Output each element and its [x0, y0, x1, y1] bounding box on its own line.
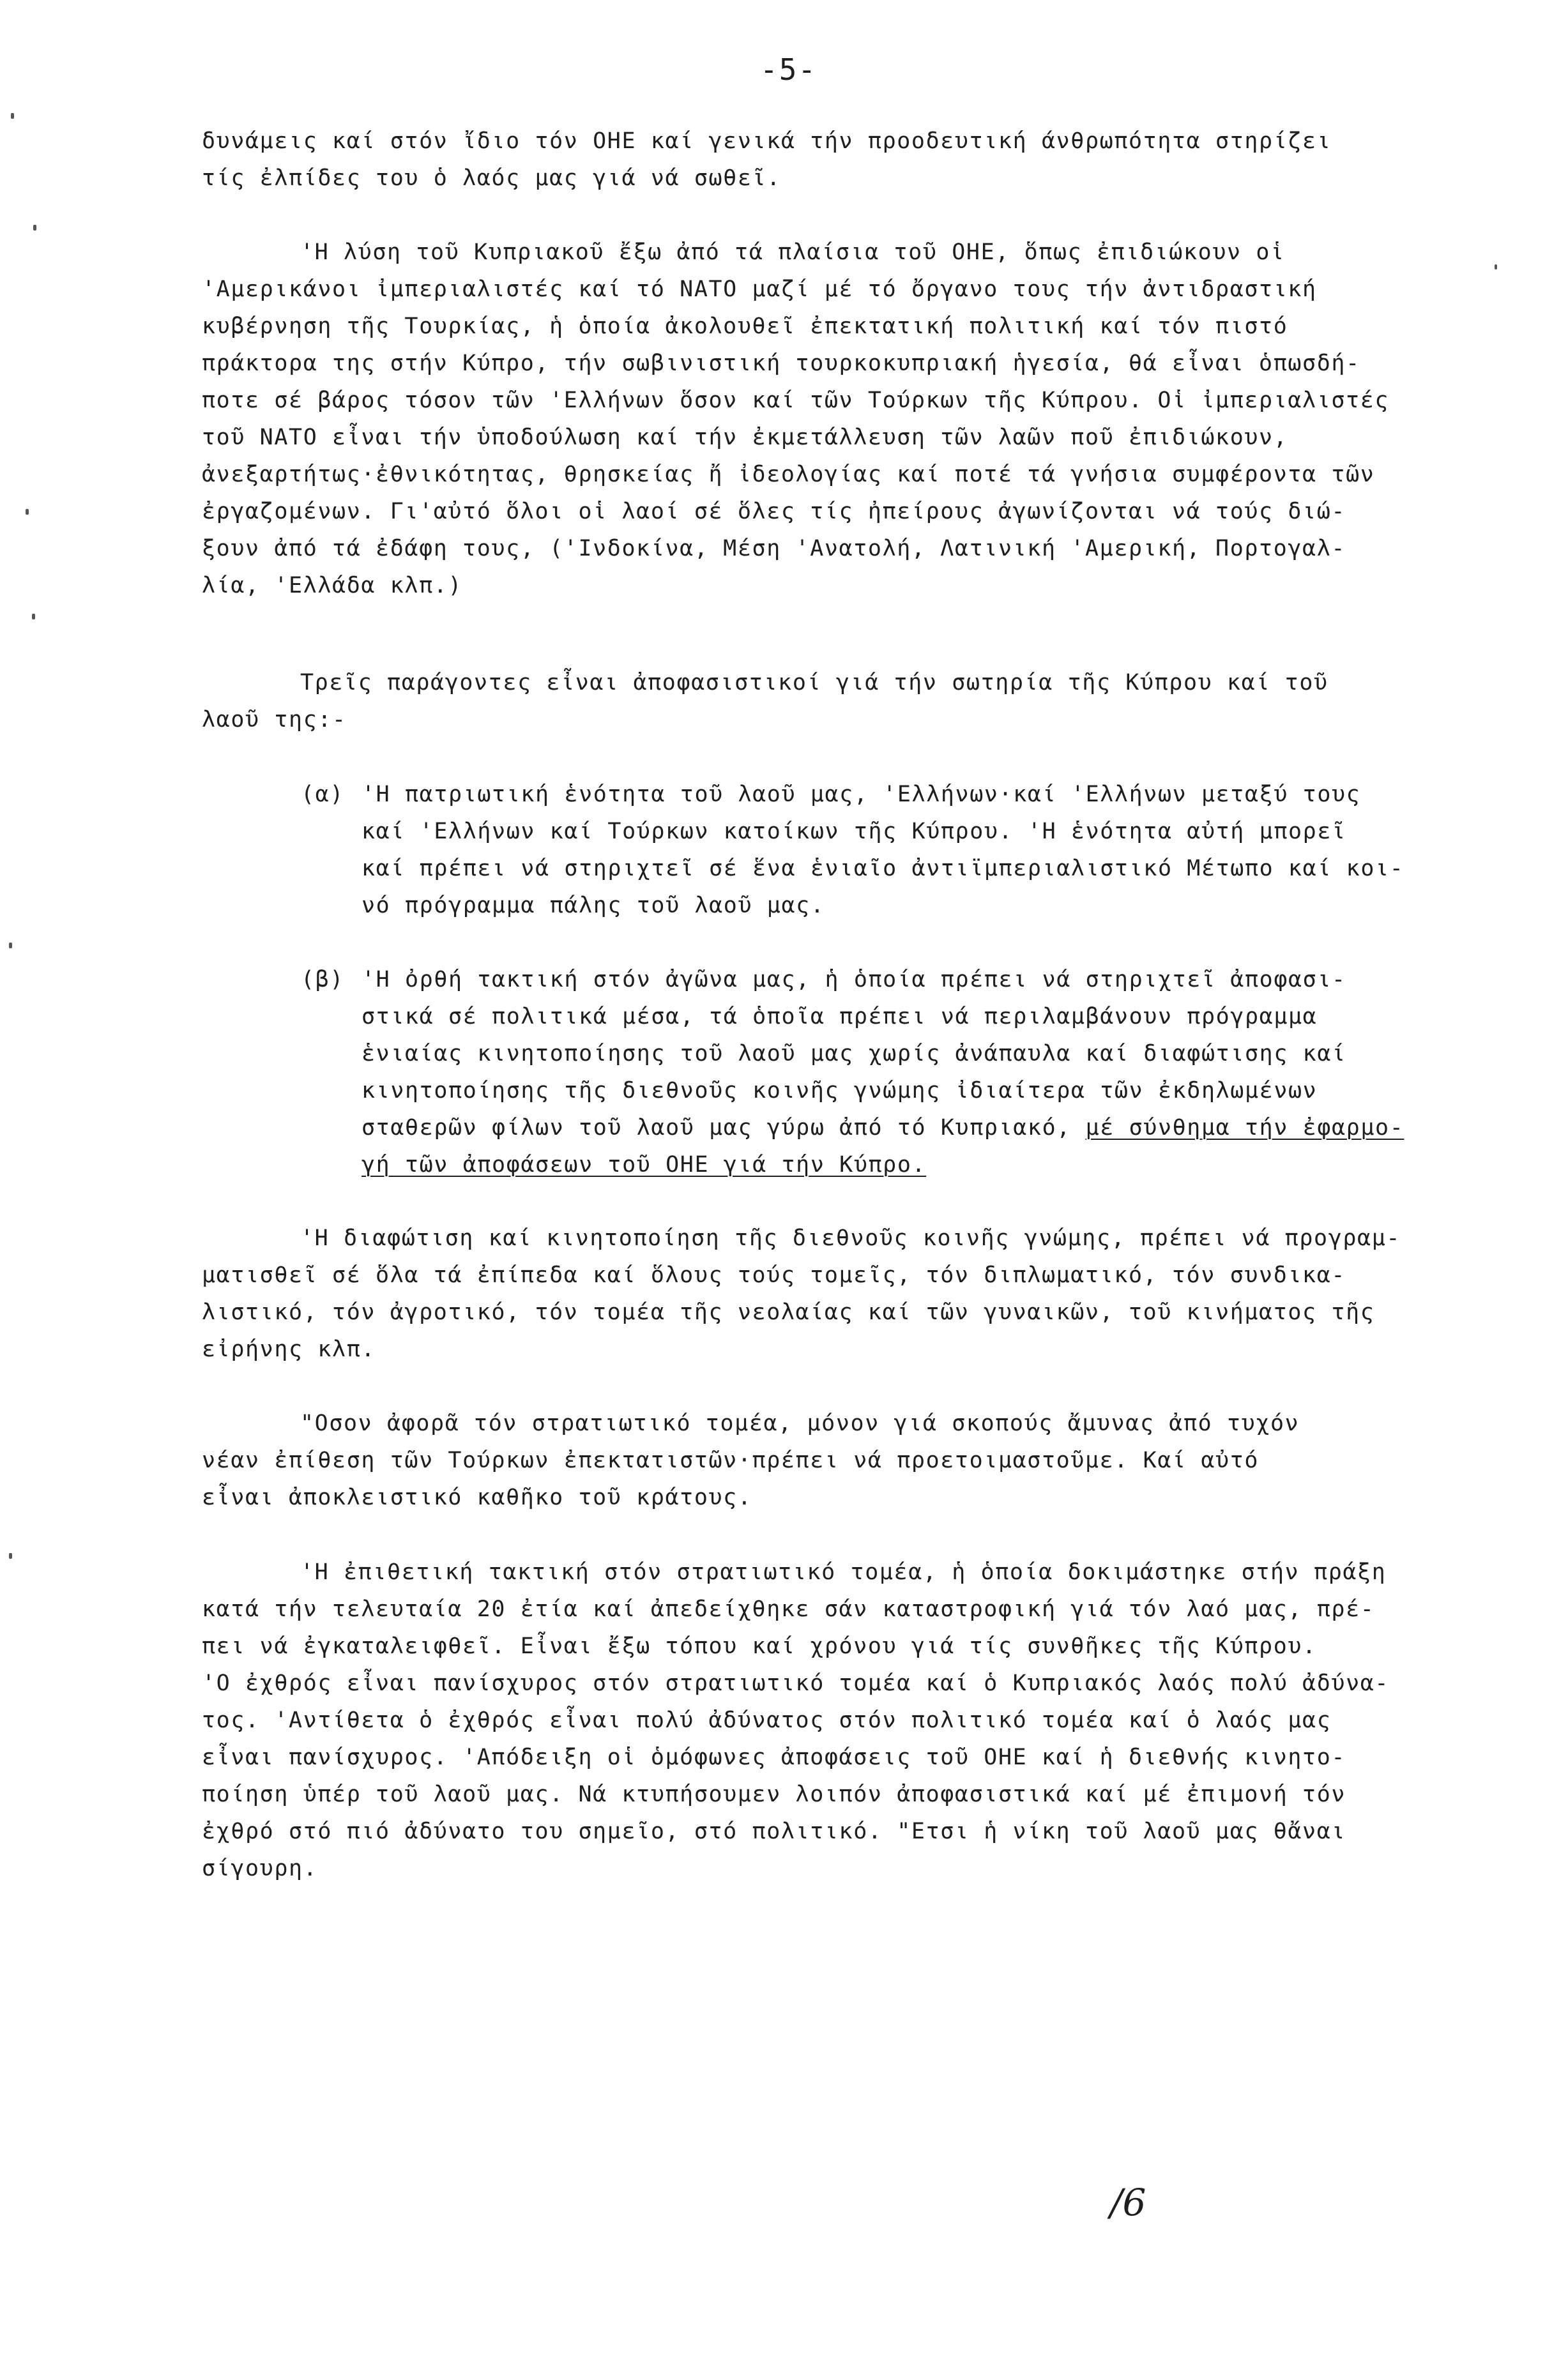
text-line: ἐχθρό στό πιό ἀδύνατο του σημεῖο, στό πολιτικό. "Ετσι ἡ νίκη τοῦ λαοῦ μας θἄναι [202, 1819, 1346, 1844]
paragraph-factors [202, 664, 1492, 738]
text-line: σίγουρη. [202, 1856, 318, 1881]
paragraph-offensive [202, 1554, 1492, 1887]
page-number: -5- [760, 52, 818, 87]
text-line: πράκτορα της στήν Κύπρο, τήν σωβινιστική τουρκοκυπριακή ἡγεσία, θά εἶναι ὁπωσδή- [202, 351, 1360, 376]
next-page-mark: /6 [1110, 2181, 1146, 2224]
text-line: "Οσον ἀφορᾶ τόν στρατιωτικό τομέα, μόνον γιά σκοπούς ἄμυνας ἀπό τυχόν [300, 1411, 1300, 1436]
text-line: 'Η ἐπιθετική τακτική στόν στρατιωτικό τομέα, ἡ ὁποία δοκιμάστηκε στήν πράξη [300, 1559, 1387, 1585]
text-line: καί 'Ελλήνων καί Τούρκων κατοίκων τῆς Κύπρου. 'Η ἑνότητα αὐτή μπορεῖ [362, 819, 1346, 844]
scan-mark [33, 225, 36, 231]
text-line: λαοῦ της:- [202, 707, 347, 732]
text-line: εἰρήνης κλπ. [202, 1337, 376, 1362]
paragraph-solution [202, 234, 1492, 604]
paragraph-military [202, 1405, 1492, 1516]
text-line: δυνάμεις καί στόν ἴδιο τόν ΟΗΕ καί γενικά τήν προοδευτική άνθρωπότητα στηρίζει [202, 128, 1332, 154]
list-item-b [202, 961, 1492, 1183]
text-line: στικά σέ πολιτικά μέσα, τά ὁποῖα πρέπει νά περιλαμβάνουν πρόγραμμα [362, 1004, 1318, 1029]
text-line: νό πρόγραμμα πάλης τοῦ λαοῦ μας. [362, 893, 825, 918]
text-line: 'Η λύση τοῦ Κυπριακοῦ ἔξω ἀπό τά πλαίσια τοῦ ΟΗΕ, ὅπως ἐπιδιώκουν οἱ [300, 239, 1285, 265]
text-line: ξουν ἀπό τά ἐδάφη τους, ('Ινδοκίνα, Μέση 'Ανατολή, Λατινική 'Αμερική, Πορτογαλ- [202, 536, 1346, 561]
text-line: νέαν ἐπίθεση τῶν Τούρκων ἐπεκτατιστῶν·πρέπει νά προετοιμαστοῦμε. Καί αὐτό [202, 1448, 1260, 1473]
scan-mark [32, 614, 35, 619]
text-line: κυβέρνηση τῆς Τουρκίας, ἡ ὁποία ἀκολουθεῖ ἐπεκτατική πολιτική καί τόν πιστό [202, 314, 1288, 339]
text-line: ποίηση ὑπέρ τοῦ λαοῦ μας. Νά κτυπήσουμεν λοιπόν ἀποφασιστικά καί μέ ἐπιμονή τόν [202, 1782, 1346, 1807]
text-line: καί πρέπει νά στηριχτεῖ σέ ἕνα ἑνιαῖο ἀντιϊμπεριαλιστικό Μέτωπο καί κοι- [362, 856, 1404, 881]
scan-mark [9, 1553, 12, 1559]
underlined-text: γή τῶν ἀποφάσεων τοῦ ΟΗΕ γιά τήν Κύπρο. [362, 1152, 927, 1178]
text-line: τοῦ ΝΑΤΟ εἶναι τήν ὑποδούλωση καί τήν ἐκμετάλλευση τῶν λαῶν ποῦ ἐπιδιώκουν, [202, 425, 1288, 450]
text-line: ἐργαζομένων. Γι'αὐτό ὅλοι οἱ λαοί σέ ὅλες τίς ἠπείρους ἀγωνίζονται νά τούς διώ- [202, 499, 1346, 524]
text-segment: σταθερῶν φίλων τοῦ λαοῦ μας γύρω ἀπό τό Κυπριακό, [362, 1115, 1071, 1141]
text-line: 'Ο ἐχθρός εἶναι πανίσχυρος στόν στρατιωτικό τομέα καί ὁ Κυπριακός λαός πολύ ἀδύνα- [202, 1671, 1390, 1696]
text-line: λιστικό, τόν ἀγροτικό, τόν τομέα τῆς νεολαίας καί τῶν γυναικῶν, τοῦ κινήματος τῆς [202, 1300, 1375, 1325]
scan-mark [11, 113, 14, 119]
text-line: ἑνιαίας κινητοποίησης τοῦ λαοῦ μας χωρίς ἀνάπαυλα καί διαφώτισης καί [362, 1041, 1346, 1066]
list-item-label: (β) [301, 967, 345, 992]
text-line: ματισθεῖ σέ ὅλα τά ἐπίπεδα καί ὅλους τούς τομεῖς, τόν διπλωματικό, τόν συνδικα- [202, 1262, 1346, 1288]
text-line: 'Αμερικάνοι ἰμπεριαλιστές καί τό ΝΑΤΟ μαζί μέ τό ὄργανο τους τήν ἀντιδραστική [202, 277, 1317, 302]
text-line: 'Η ὀρθή τακτική στόν ἀγῶνα μας, ἡ ὁποία πρέπει νά στηριχτεῖ ἀποφασι- [362, 967, 1346, 992]
text-line: κατά τήν τελευταία 20 ἐτία καί ἀπεδείχθηκε σάν καταστροφική γιά τόν λαό μας, πρέ- [202, 1596, 1375, 1622]
list-item-a [202, 776, 1492, 924]
text-line: κινητοποίησης τῆς διεθνοῦς κοινῆς γνώμης ἰδιαίτερα τῶν ἐκδηλωμένων [362, 1078, 1318, 1103]
text-line [362, 1109, 1492, 1146]
text-line: 'Η διαφώτιση καί κινητοποίηση τῆς διεθνοῦς κοινῆς γνώμης, πρέπει νά προγραμ- [300, 1225, 1401, 1251]
text-line: ποτε σέ βάρος τόσον τῶν 'Ελλήνων ὅσον καί τῶν Τούρκων τῆς Κύπρου. Οἱ ἰμπεριαλιστές [202, 388, 1390, 413]
text-line: τίς ἐλπίδες του ὁ λαός μας γιά νά σωθεῖ. [202, 165, 781, 191]
text-line: ἀνεξαρτήτως·ἐθνικότητας, θρησκείας ἤ ἰδεολογίας καί ποτέ τά γνήσια συμφέροντα τῶν [202, 462, 1375, 487]
paragraph-enlightenment [202, 1220, 1492, 1368]
scan-mark [1495, 264, 1497, 269]
underlined-text: μέ σύνθημα τήν ἐφαρμο- [1085, 1115, 1404, 1141]
text-line: εἶναι πανίσχυρος. 'Απόδειξη οἱ ὁμόφωνες ἀποφάσεις τοῦ ΟΗΕ καί ἡ διεθνής κινητο- [202, 1745, 1346, 1770]
text-line: 'Η πατριωτική ἑνότητα τοῦ λαοῦ μας, 'Ελλήνων·καί 'Ελλήνων μεταξύ τους [362, 782, 1361, 807]
text-line: τος. 'Αντίθετα ὁ ἐχθρός εἶναι πολύ ἀδύνατος στόν πολιτικό τομέα καί ὁ λαός μας [202, 1708, 1332, 1733]
text-line: εἶναι ἀποκλειστικό καθῆκο τοῦ κράτους. [202, 1485, 752, 1510]
text-line: λία, 'Ελλάδα κλπ.) [202, 573, 463, 598]
paragraph-intro [202, 123, 1492, 197]
scan-mark [26, 509, 29, 515]
scan-mark [9, 943, 12, 948]
text-line: Τρεῖς παράγοντες εἶναι ἀποφασιστικοί γιά τήν σωτηρία τῆς Κύπρου καί τοῦ [300, 670, 1328, 695]
text-line: πει νά ἐγκαταλειφθεῖ. Εἶναι ἔξω τόπου καί χρόνου γιά τίς συνθῆκες τῆς Κύπρου. [202, 1633, 1317, 1659]
list-item-label: (α) [301, 782, 345, 807]
text-line [362, 1146, 1492, 1183]
